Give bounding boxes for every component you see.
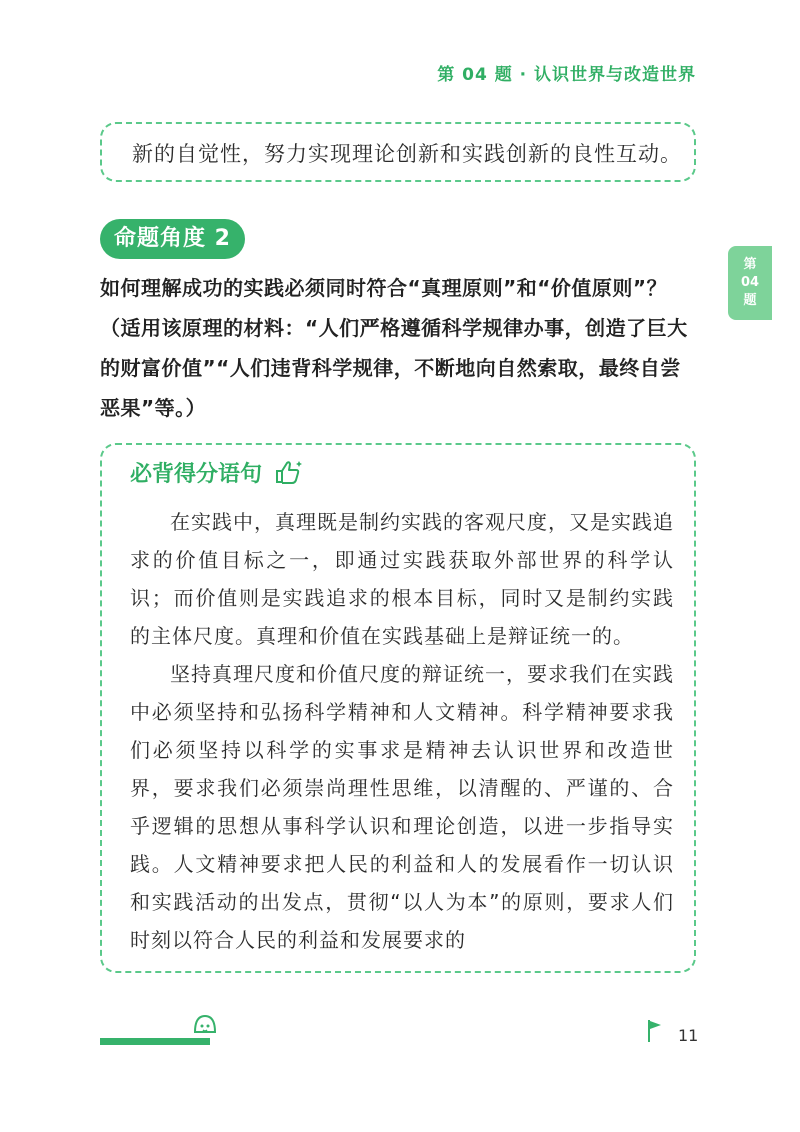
thumbs-up-icon [274, 459, 304, 491]
continued-text-box [100, 122, 696, 182]
continued-text: 新的自觉性，努力实现理论创新和实践创新的良性互动。 [132, 142, 682, 166]
mascot-face-icon [192, 1012, 218, 1040]
page-number: 11 [678, 1026, 699, 1045]
key-sentences-body [130, 503, 674, 959]
chapter-side-tab[interactable] [728, 246, 772, 320]
flag-icon [646, 1018, 664, 1048]
chapter-header: 第 04 题 · 认识世界与改造世界 [437, 65, 696, 85]
key-sentence-paragraph: 坚持真理尺度和价值尺度的辩证统一，要求我们在实践中必须坚持和弘扬科学精神和人文精神。科学精神要求我们必须坚持以科学的实事求是精神去认识世界和改造世界，要求我们必须崇尚理性思维，以清醒的、严谨的、合乎逻辑的思想从事科学认识和理论创造，以进一步指导实践。人文精神要求把人民的利益和人的发展看作一切认识和实践活动的出发点，贯彻“以人为本”的原则，要求人们时刻以符合人民的利益和发展要求的 [130, 662, 674, 952]
key-sentences-box [100, 443, 696, 973]
side-tab-line2: 04 [740, 275, 760, 290]
key-sentence-paragraph: 在实践中，真理既是制约实践的客观尺度，又是实践追求的价值目标之一，即通过实践获取外部世界的科学认识；而价值则是实践追求的根本目标，同时又是制约实践的主体尺度。真理和价值在实践基础上是辩证统一的。 [130, 510, 674, 648]
side-tab-line1: 第 [743, 257, 757, 272]
section-pill-label: 命题角度 2 [100, 219, 245, 259]
side-tab-line3: 题 [743, 293, 757, 308]
key-sentences-title-row [130, 457, 304, 491]
key-sentences-title: 必背得分语句 [130, 462, 263, 487]
section-question: 如何理解成功的实践必须同时符合“真理原则”和“价值原则”？（适用该原理的材料：“人们严格遵循科学规律办事，创造了巨大的财富价值”“人们违背科学规律，不断地向自然索取，最终自尝恶果”等。） [100, 276, 688, 420]
